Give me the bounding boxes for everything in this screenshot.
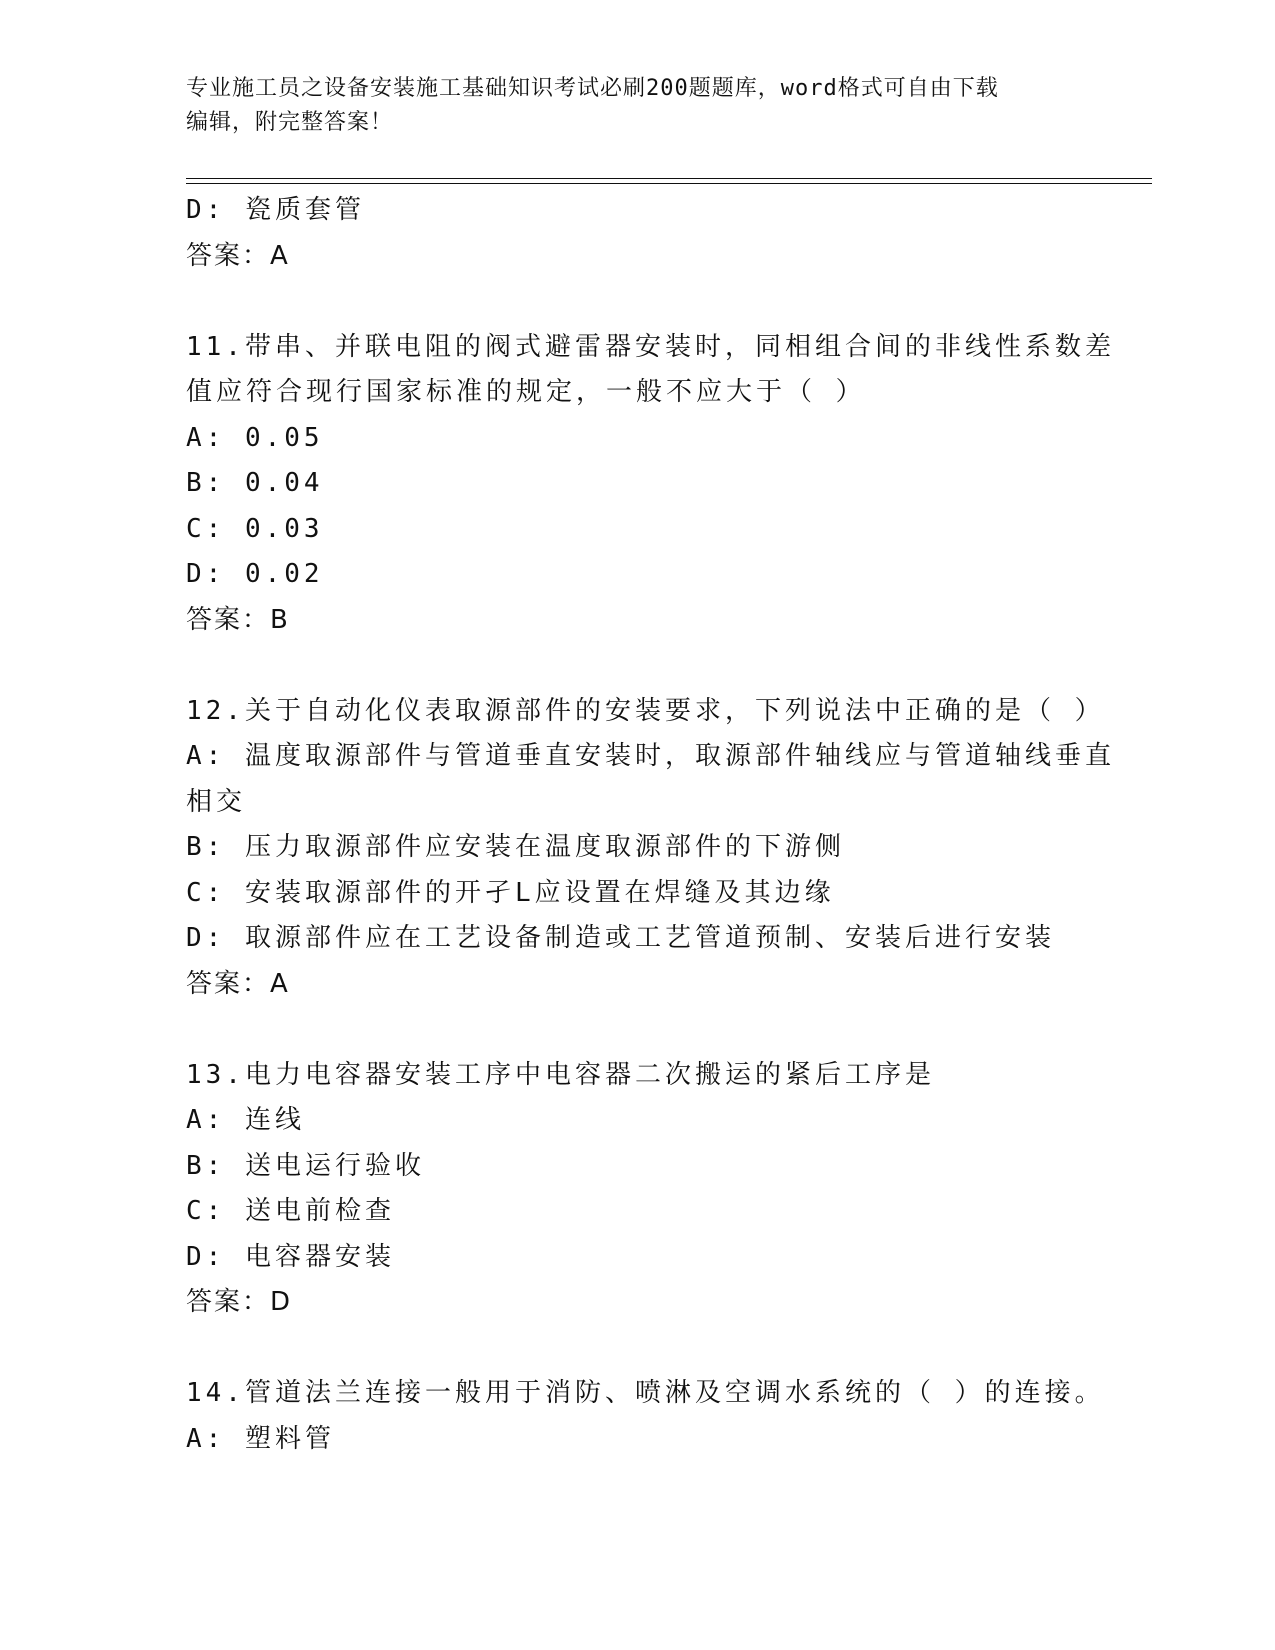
question-11 — [186, 325, 1115, 644]
question-stem: 13.电力电容器安装工序中电容器二次搬运的紧后工序是 — [186, 1059, 935, 1090]
question-body — [186, 188, 1115, 1462]
prev-answer: 答案：A — [186, 240, 290, 271]
document-header — [186, 72, 1066, 140]
option-a: A: 温度取源部件与管道垂直安装时，取源部件轴线应与管道轴线垂直 — [186, 741, 1115, 771]
question-12 — [186, 689, 1115, 1008]
answer: 答案：A — [186, 968, 290, 999]
option-d: D: 电容器安装 — [186, 1241, 395, 1272]
question-14 — [186, 1371, 1105, 1462]
answer: 答案：D — [186, 1287, 293, 1317]
question-stem-cont: 值应符合现行国家标准的规定，一般不应大于（ ） — [186, 377, 866, 407]
option-c: C: 安装取源部件的开孑L应设置在焊缝及其边缘 — [186, 877, 835, 908]
option-a-cont: 相交 — [186, 786, 247, 817]
option-c: C: 0.03 — [186, 513, 324, 544]
option-a: A: 连线 — [186, 1105, 305, 1135]
header-divider-top — [186, 178, 1152, 179]
header-line-2: 编辑，附完整答案！ — [186, 110, 394, 135]
question-stem: 12.关于自动化仪表取源部件的安装要求，下列说法中正确的是（ ） — [186, 695, 1105, 726]
option-a: A: 塑料管 — [186, 1423, 335, 1454]
option-b: B: 送电运行验收 — [186, 1150, 425, 1181]
question-13 — [186, 1053, 1086, 1326]
question-stem: 14.管道法兰连接一般用于消防、喷淋及空调水系统的（ ）的连接。 — [186, 1378, 1105, 1408]
spacer — [186, 1326, 1086, 1372]
prev-option-d: D: 瓷质套管 — [186, 195, 365, 225]
option-b: B: 0.04 — [186, 468, 324, 498]
answer: 答案：B — [186, 604, 290, 635]
header-divider-bottom — [186, 183, 1152, 184]
header-line-1: 专业施工员之设备安装施工基础知识考试必刷200题题库，word格式可自由下载 — [186, 76, 999, 101]
option-c: C: 送电前检查 — [186, 1196, 395, 1226]
option-b: B: 压力取源部件应安装在温度取源部件的下游侧 — [186, 832, 845, 862]
option-d: D: 0.02 — [186, 559, 324, 589]
question-stem: 11.带串、并联电阻的阀式避雷器安装时，同相组合间的非线性系数差 — [186, 331, 1115, 362]
spacer — [186, 643, 1086, 689]
option-d: D: 取源部件应在工艺设备制造或工艺管道预制、安装后进行安装 — [186, 923, 1055, 953]
spacer — [186, 1007, 1086, 1053]
spacer — [186, 279, 1086, 325]
option-a: A: 0.05 — [186, 422, 324, 453]
